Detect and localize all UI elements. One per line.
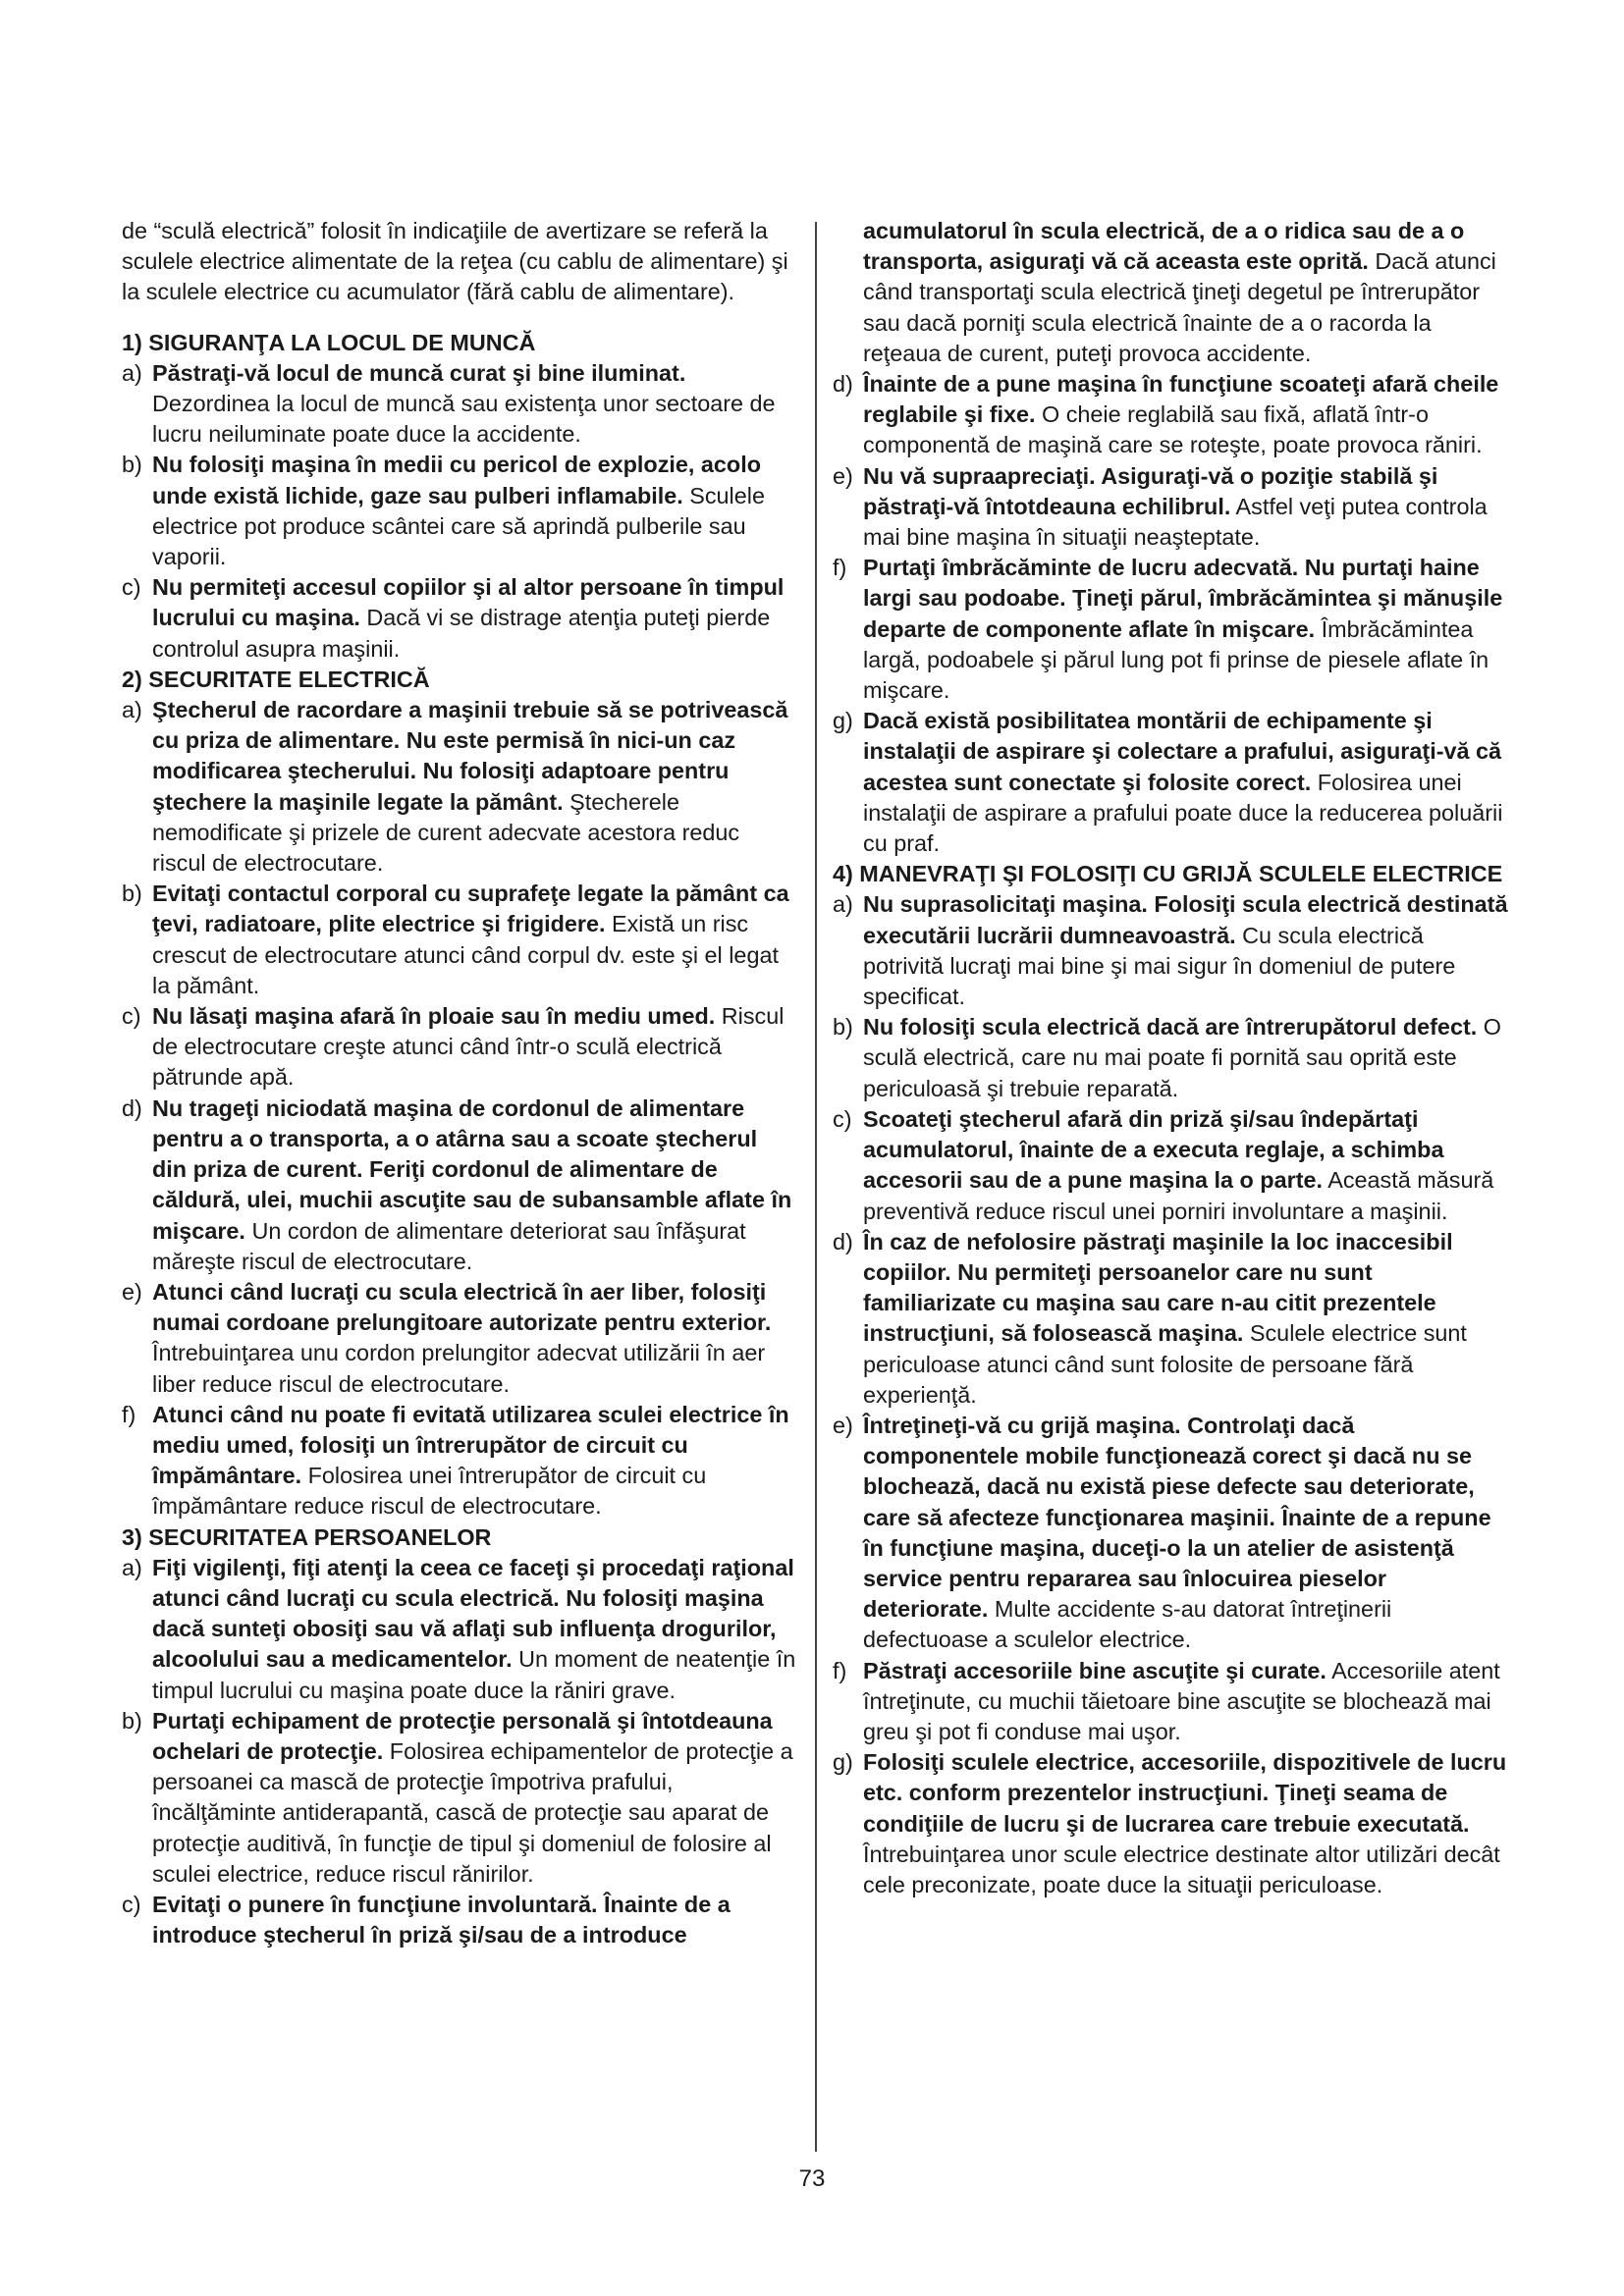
item-bold-text: Fiţi vigilenţi, fiţi atenţi la ceea ce faceţi şi procedaţi raţional atunci când lucraţi cu scula electrică. Nu folosiţi maşina dacă sunteţi obosiţi sau vă aflaţi sub influenţa drogurilor, alcoolului sau a medicamentelor. — [152, 1554, 794, 1673]
page-number: 73 — [798, 2165, 826, 2192]
item-label: b) — [833, 1014, 853, 1041]
item-text: Întrebuinţarea unor scule electrice destinate altor utilizări decât cele preconizate, poate duce la situaţii periculoase. — [863, 1841, 1500, 1897]
item-text: Accesoriile atent întreţinute, cu muchii tăietoare bine ascuţite se blochează mai greu şi pot fi conduse mai uşor. — [863, 1657, 1500, 1744]
section-3-heading: 3) SECURITATEA PERSOANELOR — [122, 1523, 492, 1550]
item-bold-text: Purtaţi echipament de protecţie personală şi întotdeauna ochelari de protecţie. — [152, 1707, 773, 1764]
item-bold-text: Înainte de a pune maşina în funcţiune scoateţi afară cheile reglabile şi fixe. — [863, 371, 1499, 428]
list-item-4c — [833, 1104, 1510, 1227]
item-text: O sculă electrică, care nu mai poate fi pornită sau oprită este periculoasă şi trebuie reparată. — [863, 1014, 1501, 1101]
item-label: b) — [122, 1707, 142, 1734]
item-label: g) — [833, 1749, 853, 1776]
item-text: Dacă vi se distrage atenţia puteţi pierde controlul asupra maşinii. — [152, 605, 771, 662]
item-bold-text: Nu permiteţi accesul copiilor şi al altor persoane în timpul lucrului cu maşina. — [152, 574, 785, 631]
item-text: Astfel veţi putea controla mai bine maşina în situaţii neaşteptate. — [863, 493, 1488, 551]
item-bold-text: Scoateţi ştecherul afară din priză şi/sau îndepărtaţi acumulatorul, înainte de a executa reglaje, a schimba accesorii sau de a pune maşina la o parte. — [863, 1105, 1444, 1194]
item-bold-text: acumulatorul în scula electrică, de a o ridica sau de a o transporta, asiguraţi vă că aceasta este oprită. — [863, 218, 1465, 275]
left-column — [122, 216, 797, 1950]
item-label: e) — [833, 462, 853, 489]
list-item-2f — [122, 1400, 797, 1522]
item-label: d) — [122, 1095, 142, 1121]
item-text: Folosirea echipamentelor de protecţie a persoanei ca mască de protecţie împotriva prafului, încălţăminte antiderapantă, cască de protecţie sau aparat de protecţie auditivă, în funcţie de tipul şi domeniul de folosire al sculei electrice, reduce riscul rănirilor. — [152, 1737, 793, 1887]
item-label: e) — [122, 1278, 142, 1305]
list-item-3e — [833, 461, 1510, 554]
item-text: O cheie reglabilă sau fixă, aflată într-o componentă de maşină care se roteşte, poate provoca răniri. — [863, 401, 1483, 458]
list-item-2b — [122, 879, 797, 1001]
item-bold-text: Dacă există posibilitatea montării de echipamente şi instalaţii de aspirare şi colectare a prafului, asiguraţi-vă că acestea sunt conectate şi folosite corect. — [863, 708, 1502, 795]
item-label: c) — [122, 574, 141, 601]
item-bold-text: Păstraţi accesoriile bine ascuţite şi curate. — [863, 1657, 1326, 1683]
item-text: Sculele electrice pot produce scântei care să aprindă pulberile sau vaporii. — [152, 482, 765, 570]
item-text: Multe accidente s-au datorat întreţinerii defectuoase a sculelor electrice. — [863, 1596, 1392, 1653]
item-text: Cu scula electrică potrivită lucraţi mai bine şi mai sigur în domeniul de putere specificat. — [863, 922, 1456, 1010]
item-label: f) — [122, 1401, 136, 1427]
item-label: b) — [122, 881, 142, 907]
right-column — [833, 216, 1510, 1900]
item-text: Ştecherele nemodificate şi prizele de curent adecvate acestora reduc riscul de electrocutare. — [152, 788, 740, 877]
item-text: Un cordon de alimentare deteriorat sau înfăşurat măreşte riscul de electrocutare. — [152, 1217, 746, 1274]
item-label: a) — [122, 1554, 142, 1580]
item-label: d) — [833, 1228, 853, 1255]
item-label: d) — [833, 371, 853, 398]
item-label: a) — [122, 697, 142, 723]
item-bold-text: Folosiţi sculele electrice, accesoriile, dispozitivele de lucru etc. conform prezentelor instrucţiuni. Ţineţi seama de condiţiile de lucru şi de lucrarea care trebuie executată. — [863, 1749, 1507, 1837]
intro-paragraph: de “sculă electrică” folosit în indicaţiile de avertizare se referă la sculele electrice alimentate de la reţea (cu cablu de alimentare) şi la sculele electrice cu acumulator (fără cablu de alimentare). — [122, 218, 788, 305]
list-item-4a — [833, 889, 1510, 1012]
item-bold-text: Evitaţi contactul corporal cu suprafeţe legate la pământ ca ţevi, radiatoare, plite electrice şi frigidere. — [152, 881, 789, 937]
list-item-4f — [833, 1656, 1510, 1748]
item-label: b) — [122, 452, 142, 478]
item-label: c) — [122, 1003, 141, 1030]
item-text: Folosirea unei instalaţii de aspirare a prafului poate duce la reducerea poluării cu praf. — [863, 769, 1503, 857]
item-label: a) — [122, 359, 142, 386]
item-label: f) — [833, 555, 847, 581]
item-text: Riscul de electrocutare creşte atunci când într-o sculă electrică pătrunde apă. — [152, 1003, 785, 1091]
item-text: Sculele electrice sunt periculoase atunci când sunt folosite de persoane fără experienţă. — [863, 1320, 1467, 1408]
column-divider — [815, 222, 817, 2152]
item-label: f) — [833, 1657, 847, 1683]
item-text: Această măsură preventivă reduce riscul unei porniri involuntare a maşinii. — [863, 1167, 1494, 1224]
item-text: Dezordinea la locul de muncă sau existenţa unor sectoare de lucru neiluminate poate duce la accidente. — [152, 391, 776, 448]
item-bold-text: Purtaţi îmbrăcăminte de lucru adecvată. Nu purtaţi haine largi sau podoabe. Ţineţi părul, îmbrăcămintea şi mănuşile departe de componente aflate în mişcare. — [863, 555, 1503, 642]
list-item-3g — [833, 706, 1510, 859]
item-bold-text: Ştecherul de racordare a maşinii trebuie să se potrivească cu priza de alimentare. Nu este permisă în nici-un caz modificarea ştecherului. Nu folosiţi adaptoare pentru ştechere la maşinile legate la pământ. — [152, 697, 788, 815]
item-label: g) — [833, 708, 853, 734]
item-label: c) — [122, 1891, 141, 1917]
item-bold-text: Nu trageţi niciodată maşina de cordonul de alimentare pentru a o transporta, a o atârna sau a scoate ştecherul din priza de curent. Feriţi cordonul de alimentare de căldură, ulei, muchii ascuţite sau de subansamble aflate în mişcare. — [152, 1095, 792, 1244]
list-item-4g — [833, 1747, 1510, 1900]
item-text: Folosirea unei întrerupător de circuit cu împământare reduce riscul de electrocutare. — [152, 1463, 707, 1520]
item-bold-text: Nu suprasolicitaţi maşina. Folosiţi scula electrică destinată executării lucrării dumneavoastră. — [863, 891, 1508, 948]
list-item-3a — [122, 1553, 797, 1706]
list-item-2c — [122, 1001, 797, 1094]
section-1-heading: 1) SIGURANŢA LA LOCUL DE MUNCĂ — [122, 329, 536, 355]
item-text: Dacă atunci când transportaţi scula electrică ţineţi degetul pe întrerupător sau dacă porniţi scula electrică înainte de a o racorda la reţeaua de curent, puteţi provoca accidente. — [863, 248, 1496, 366]
item-bold-text: Atunci când lucraţi cu scula electrică în aer liber, folosiţi numai cordoane prelungitoare autorizate pentru exterior. — [152, 1278, 772, 1336]
item-bold-text: Nu vă supraapreciaţi. Asiguraţi-vă o poziţie stabilă şi păstraţi-vă întotdeauna echilibrul. — [863, 462, 1438, 519]
item-label: a) — [833, 891, 853, 918]
list-item-2e — [122, 1277, 797, 1400]
item-bold-text: Nu lăsaţi maşina afară în ploaie sau în mediu umed. — [152, 1003, 716, 1030]
item-text: Există un risc crescut de electrocutare atunci când corpul dv. este şi el legat la pământ. — [152, 911, 779, 998]
list-item-4e — [833, 1411, 1510, 1656]
item-text: Îmbrăcămintea largă, podoabele şi părul lung pot fi prinse de piesele aflate în mişcare. — [863, 615, 1489, 704]
item-text: Întrebuinţarea unu cordon prelungitor adecvat utilizării în aer liber reduce riscul de electrocutare. — [152, 1340, 766, 1397]
item-bold-text: În caz de nefolosire păstraţi maşinile la loc inaccesibil copiilor. Nu permiteţi persoanelor care nu sunt familiarizate cu maşina sau care n-au citit prezentele instrucţiuni, să folosească maşina. — [863, 1228, 1453, 1347]
item-bold-text: Evitaţi o punere în funcţiune involuntară. Înainte de a introduce ştecherul în priză şi/sau de a introduce — [152, 1891, 731, 1949]
list-item-1b — [122, 450, 797, 572]
list-item-3d — [833, 369, 1510, 461]
list-item-4b — [833, 1012, 1510, 1104]
list-item-1c — [122, 572, 797, 665]
list-item-3b — [122, 1706, 797, 1890]
section-2-heading: 2) SECURITATE ELECTRICĂ — [122, 666, 430, 692]
item-bold-text: Păstraţi-vă locul de muncă curat şi bine iluminat. — [152, 359, 686, 386]
list-item-3c — [122, 1890, 797, 1950]
item-bold-text: Nu folosiţi scula electrică dacă are întrerupătorul defect. — [863, 1014, 1478, 1041]
item-label: e) — [833, 1412, 853, 1438]
item-bold-text: Nu folosiţi maşina în medii cu pericol de explozie, acolo unde există lichide, gaze sau pulberi inflamabile. — [152, 452, 761, 508]
item-text: Un moment de neatenţie în timpul lucrului cu maşina poate duce la răniri grave. — [152, 1646, 796, 1703]
list-item-3f — [833, 553, 1510, 706]
item-bold-text: Întreţineţi-vă cu grijă maşina. Controlaţi dacă componentele mobile funcţionează corect şi dacă nu se blochează, dacă nu există piese defecte sau deteriorate, care să afecteze funcţionarea maşinii. Înainte de a repune în funcţiune maşina, duceţi-o la un atelier de asistenţă service pentru repararea sau înlocuirea pieselor deteriorate. — [863, 1412, 1491, 1623]
section-4-heading: 4) MANEVRAŢI ŞI FOLOSIŢI CU GRIJĂ SCULELE ELECTRICE — [833, 861, 1503, 887]
list-item-2d — [122, 1094, 797, 1277]
list-item-1a — [122, 358, 797, 451]
item-bold-text: Atunci când nu poate fi evitată utilizarea sculei electrice în mediu umed, folosiţi un întrerupător de circuit cu împământare. — [152, 1401, 789, 1489]
list-item-2a — [122, 695, 797, 879]
list-item-4d — [833, 1227, 1510, 1411]
list-item-3c-continued — [833, 216, 1510, 369]
item-label: c) — [833, 1105, 852, 1132]
